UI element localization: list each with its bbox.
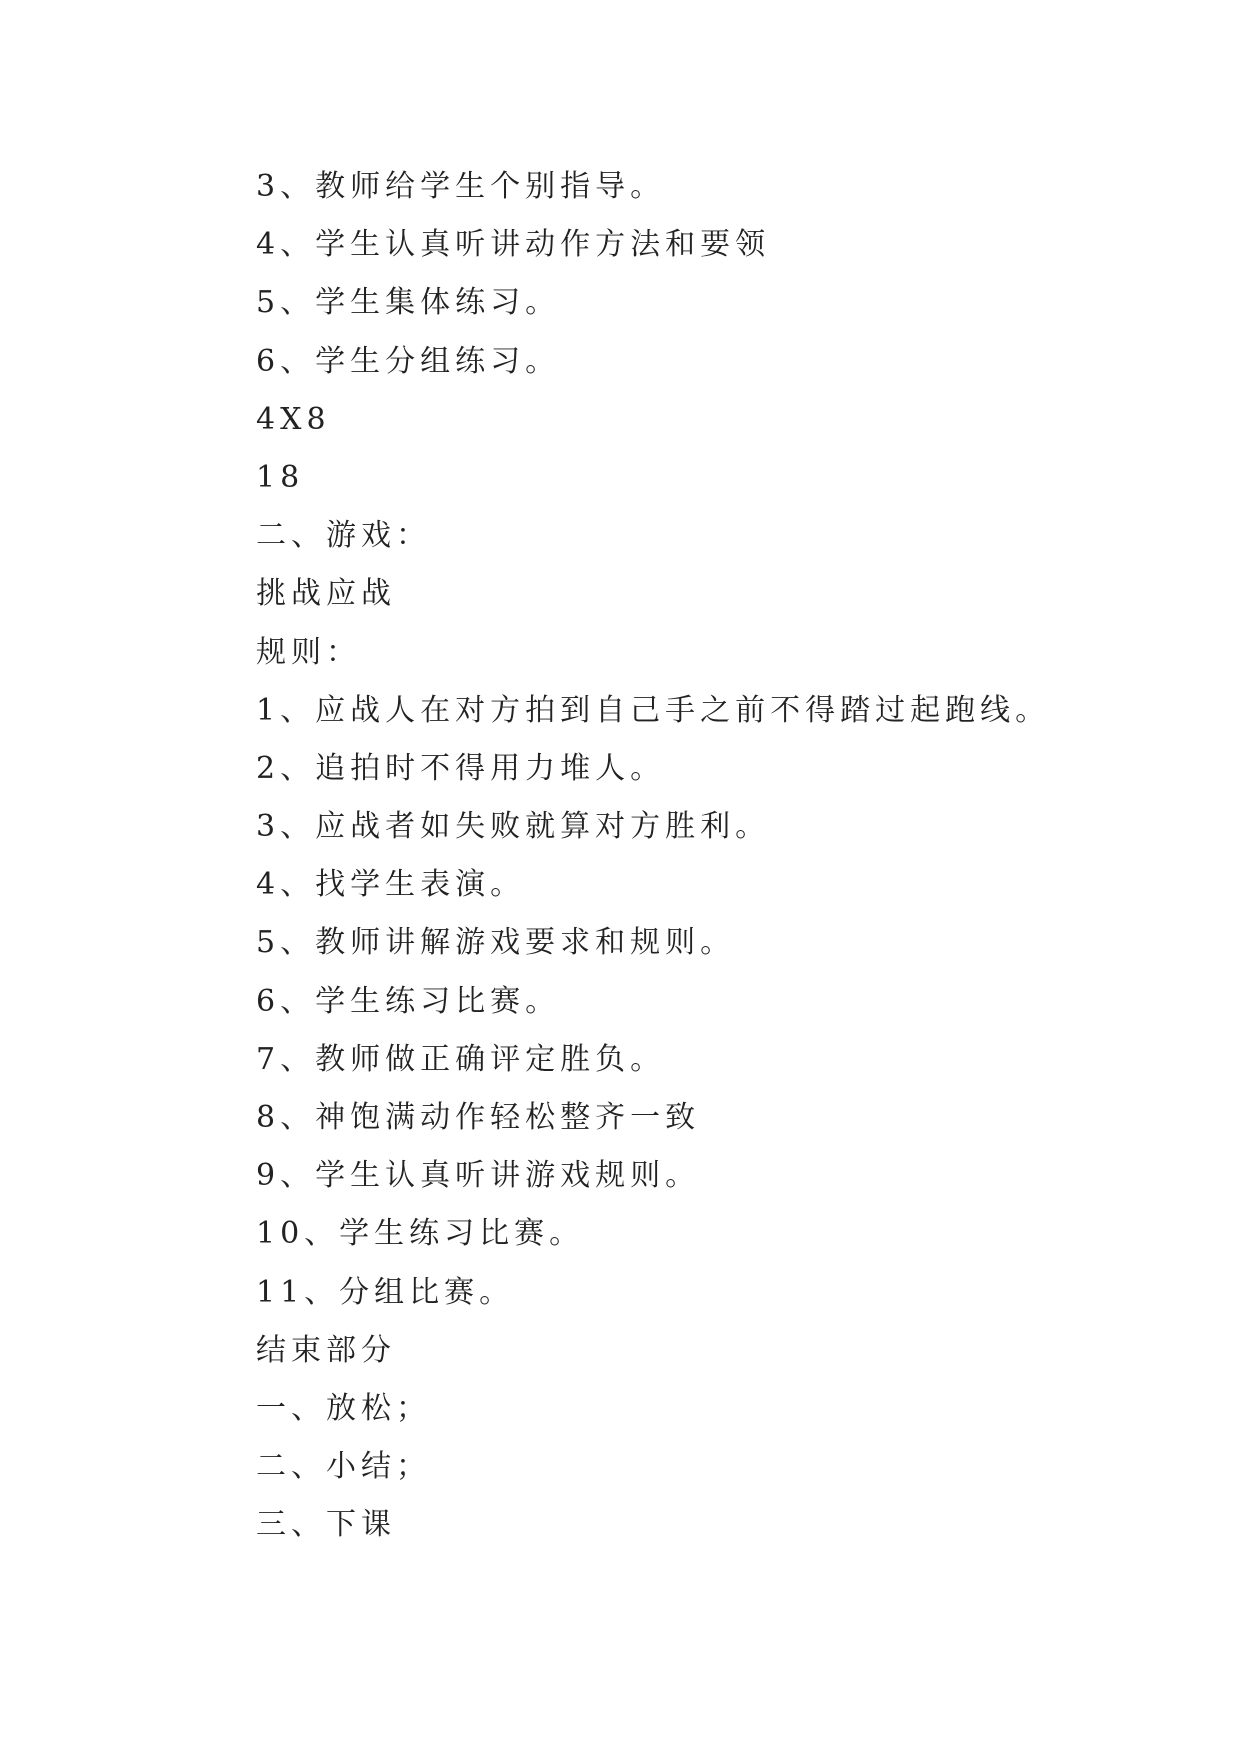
text-line: 4、学生认真听讲动作方法和要领	[256, 227, 771, 263]
section-heading: 结束部分	[256, 1332, 396, 1368]
document-body	[256, 158, 1156, 1555]
text-line: 6、学生练习比赛。	[256, 983, 561, 1019]
text-line: 11、分组比赛。	[256, 1274, 515, 1310]
section-heading: 二、游戏：	[256, 518, 431, 554]
text-line: 7、教师做正确评定胜负。	[256, 1041, 666, 1077]
game-title: 挑战应战	[256, 576, 396, 612]
text-line: 5、学生集体练习。	[256, 285, 561, 321]
text-line: 二、小结；	[256, 1449, 431, 1485]
text-line: 9、学生认真听讲游戏规则。	[256, 1158, 701, 1194]
text-line: 8、神饱满动作轻松整齐一致	[256, 1100, 701, 1135]
text-line: 2、追拍时不得用力堆人。	[256, 750, 666, 786]
text-line: 18	[256, 459, 305, 495]
rules-heading: 规则：	[256, 634, 361, 670]
text-line: 3、教师给学生个别指导。	[256, 169, 666, 204]
text-line: 5、教师讲解游戏要求和规则。	[256, 925, 736, 961]
text-line: 10、学生练习比赛。	[256, 1216, 585, 1252]
text-line: 三、下课	[256, 1507, 396, 1543]
text-line: 4X8	[256, 401, 331, 437]
text-line: 3、应战者如失败就算对方胜利。	[256, 809, 771, 845]
text-line: 6、学生分组练习。	[256, 343, 561, 379]
text-line: 4、找学生表演。	[256, 867, 526, 903]
text-line: 1、应战人在对方拍到自己手之前不得踏过起跑线。	[256, 692, 1051, 728]
text-line: 一、放松；	[256, 1390, 431, 1426]
